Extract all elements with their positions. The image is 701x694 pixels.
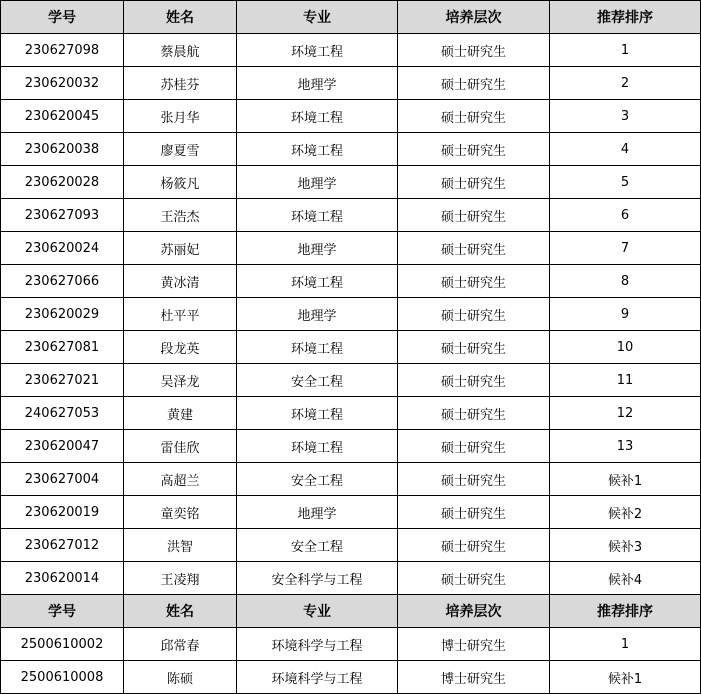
level-cell: 硕士研究生 [398,463,550,496]
rank-cell: 5 [550,166,701,199]
level-cell: 硕士研究生 [398,397,550,430]
student-id-cell: 2500610002 [1,628,124,661]
major-cell: 安全科学与工程 [237,562,398,595]
table-row [1,100,701,133]
major-cell: 地理学 [237,67,398,100]
table-header-row [1,595,701,628]
name-cell: 段龙英 [124,331,237,364]
table-row [1,529,701,562]
major-cell: 环境工程 [237,34,398,67]
major-cell: 环境工程 [237,397,398,430]
table-row [1,199,701,232]
major-cell: 环境科学与工程 [237,628,398,661]
level-cell: 硕士研究生 [398,67,550,100]
level-cell: 硕士研究生 [398,199,550,232]
student-id-cell: 230620038 [1,133,124,166]
rank-cell: 2 [550,67,701,100]
name-cell: 高超兰 [124,463,237,496]
rank-cell: 1 [550,34,701,67]
student-id-cell: 230620029 [1,298,124,331]
table-header-row [1,1,701,34]
name-cell: 童奕铭 [124,496,237,529]
rank-cell: 3 [550,100,701,133]
major-cell: 环境工程 [237,199,398,232]
student-id-header: 学号 [1,595,124,628]
student-id-cell: 230627012 [1,529,124,562]
major-cell: 环境工程 [237,133,398,166]
rank-cell: 13 [550,430,701,463]
table-row [1,397,701,430]
table-row [1,232,701,265]
table-row [1,628,701,661]
table-row [1,133,701,166]
student-id-cell: 230620014 [1,562,124,595]
level-header: 培养层次 [398,1,550,34]
student-id-cell: 2500610008 [1,661,124,694]
name-cell: 黄冰清 [124,265,237,298]
rank-cell: 候补1 [550,463,701,496]
rank-cell: 候补4 [550,562,701,595]
student-id-cell: 230620024 [1,232,124,265]
student-id-cell: 240627053 [1,397,124,430]
rank-cell: 6 [550,199,701,232]
level-cell: 硕士研究生 [398,562,550,595]
level-cell: 硕士研究生 [398,232,550,265]
level-cell: 硕士研究生 [398,166,550,199]
level-cell: 硕士研究生 [398,298,550,331]
level-cell: 博士研究生 [398,628,550,661]
major-cell: 环境科学与工程 [237,661,398,694]
major-header: 专业 [237,1,398,34]
student-id-cell: 230627066 [1,265,124,298]
name-cell: 王浩杰 [124,199,237,232]
rank-header: 推荐排序 [550,1,701,34]
level-cell: 博士研究生 [398,661,550,694]
table-row [1,496,701,529]
rank-cell: 7 [550,232,701,265]
table-row [1,463,701,496]
name-cell: 邱常春 [124,628,237,661]
major-cell: 地理学 [237,232,398,265]
rank-cell: 9 [550,298,701,331]
student-id-cell: 230627021 [1,364,124,397]
name-header: 姓名 [124,595,237,628]
table-body [1,1,701,694]
level-cell: 硕士研究生 [398,529,550,562]
name-cell: 吴泽龙 [124,364,237,397]
table-row [1,265,701,298]
major-cell: 地理学 [237,166,398,199]
table-row [1,661,701,694]
student-id-cell: 230627098 [1,34,124,67]
major-cell: 环境工程 [237,100,398,133]
rank-cell: 8 [550,265,701,298]
rank-cell: 候补3 [550,529,701,562]
table-row [1,331,701,364]
rank-cell: 12 [550,397,701,430]
name-header: 姓名 [124,1,237,34]
student-id-cell: 230627081 [1,331,124,364]
name-cell: 张月华 [124,100,237,133]
rank-cell: 1 [550,628,701,661]
name-cell: 苏丽妃 [124,232,237,265]
rank-header: 推荐排序 [550,595,701,628]
major-header: 专业 [237,595,398,628]
table-row [1,562,701,595]
major-cell: 安全工程 [237,364,398,397]
level-cell: 硕士研究生 [398,496,550,529]
student-id-cell: 230620032 [1,67,124,100]
rank-cell: 10 [550,331,701,364]
student-id-header: 学号 [1,1,124,34]
major-cell: 环境工程 [237,331,398,364]
major-cell: 地理学 [237,298,398,331]
student-id-cell: 230627093 [1,199,124,232]
student-id-cell: 230620019 [1,496,124,529]
major-cell: 地理学 [237,496,398,529]
student-id-cell: 230620047 [1,430,124,463]
name-cell: 雷佳欣 [124,430,237,463]
name-cell: 杜平平 [124,298,237,331]
major-cell: 安全工程 [237,463,398,496]
name-cell: 苏桂芬 [124,67,237,100]
level-cell: 硕士研究生 [398,100,550,133]
level-cell: 硕士研究生 [398,331,550,364]
student-id-cell: 230627004 [1,463,124,496]
table-row [1,298,701,331]
student-id-cell: 230620045 [1,100,124,133]
rank-cell: 候补2 [550,496,701,529]
level-cell: 硕士研究生 [398,430,550,463]
student-id-cell: 230620028 [1,166,124,199]
table-row [1,166,701,199]
name-cell: 廖夏雪 [124,133,237,166]
name-cell: 王凌翔 [124,562,237,595]
rank-cell: 11 [550,364,701,397]
level-cell: 硕士研究生 [398,34,550,67]
level-cell: 硕士研究生 [398,364,550,397]
level-header: 培养层次 [398,595,550,628]
name-cell: 杨筱凡 [124,166,237,199]
name-cell: 蔡晨航 [124,34,237,67]
table-row [1,364,701,397]
rank-cell: 4 [550,133,701,166]
name-cell: 陈硕 [124,661,237,694]
major-cell: 环境工程 [237,430,398,463]
major-cell: 环境工程 [237,265,398,298]
table-row [1,34,701,67]
table-row [1,430,701,463]
level-cell: 硕士研究生 [398,133,550,166]
name-cell: 洪智 [124,529,237,562]
rank-cell: 候补1 [550,661,701,694]
major-cell: 安全工程 [237,529,398,562]
level-cell: 硕士研究生 [398,265,550,298]
table-row [1,67,701,100]
name-cell: 黄建 [124,397,237,430]
